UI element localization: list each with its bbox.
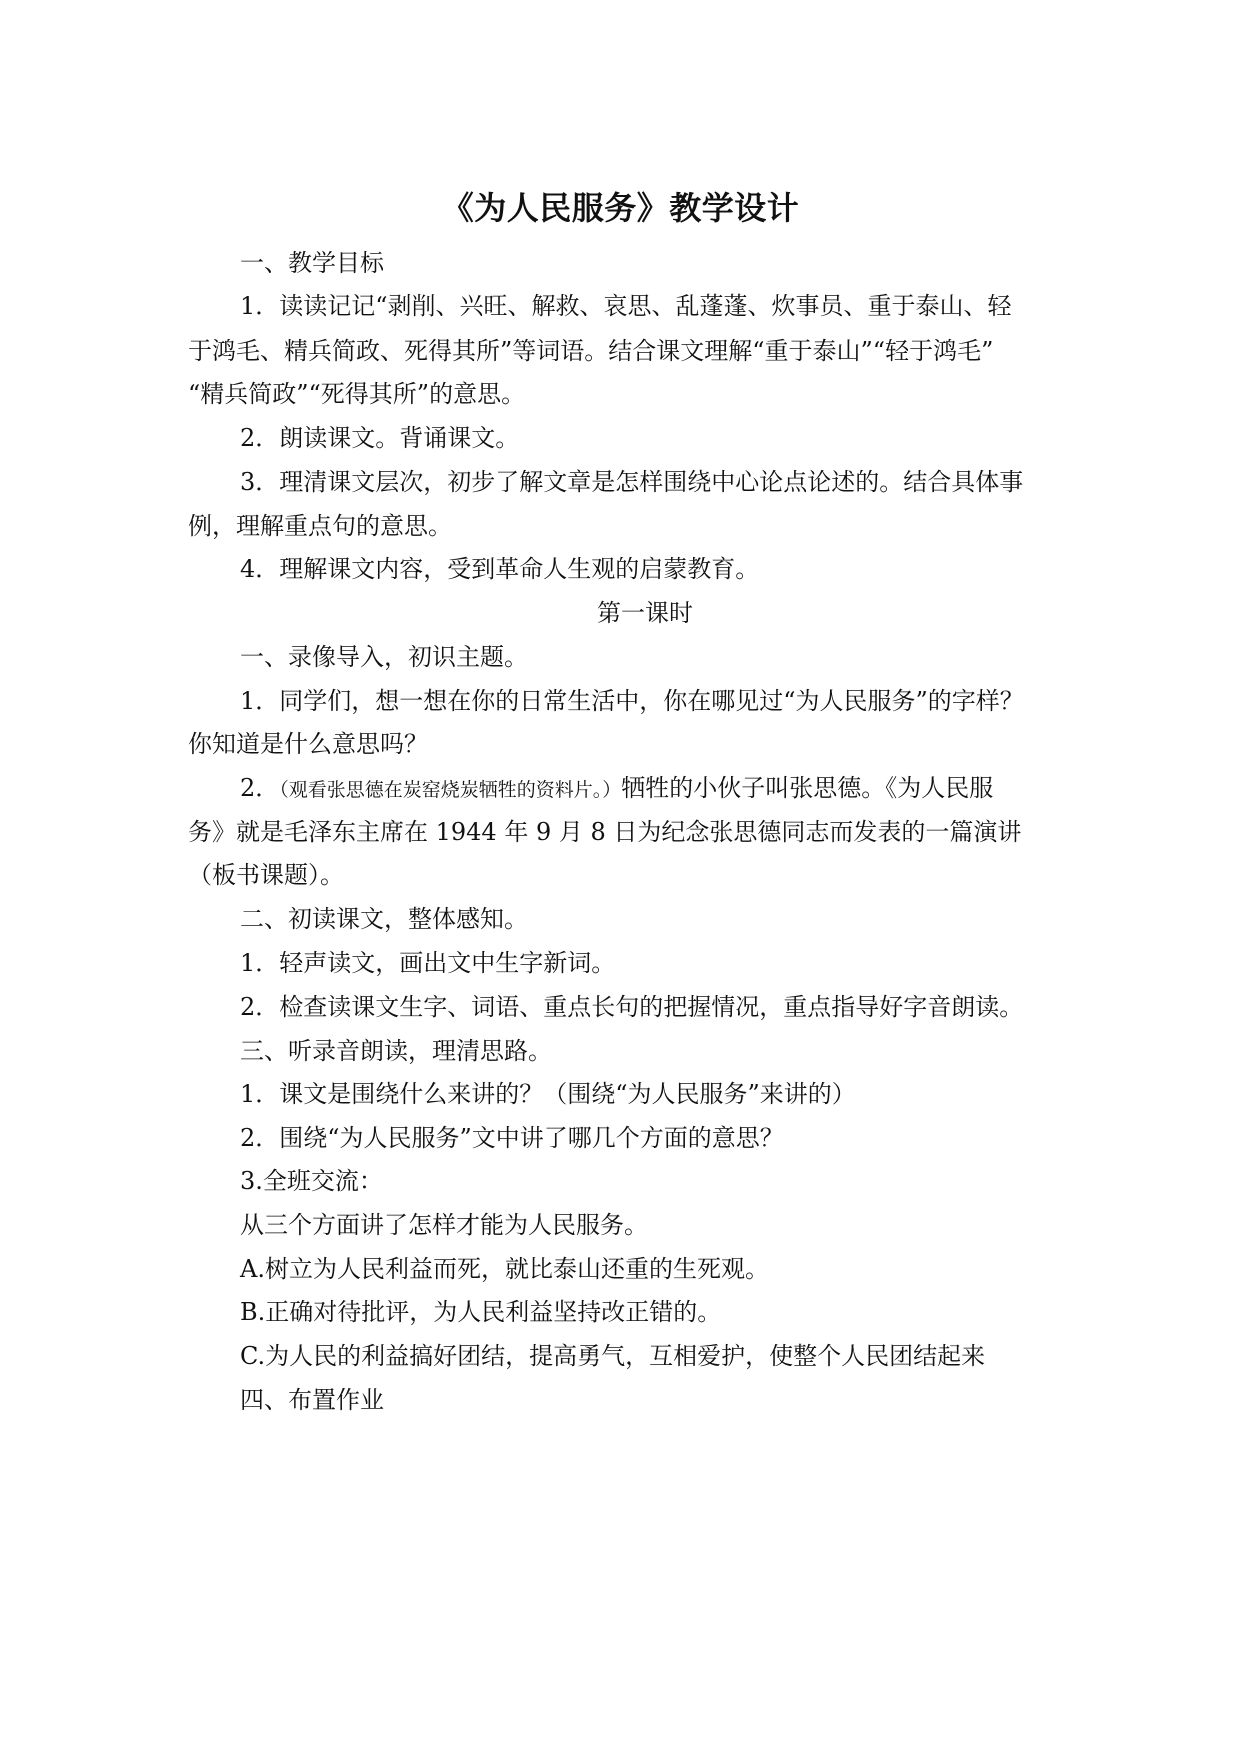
objectives-heading: 一、教学目标 — [240, 249, 384, 277]
section-3-heading: 三、听录音朗读，理清思路。 — [240, 1037, 552, 1065]
objective-3-line-2: 例，理解重点句的意思。 — [188, 512, 452, 540]
objective-4: 4．理解课文内容，受到革命人生观的启蒙教育。 — [240, 555, 760, 583]
objective-1-line-1: 1．读读记记“剥削、兴旺、解救、哀思、乱蓬蓬、炊事员、重于泰山、轻 — [240, 292, 1012, 320]
objective-2: 2．朗读课文。背诵课文。 — [240, 424, 520, 452]
section-2-item-1: 1．轻声读文，画出文中生字新词。 — [240, 949, 616, 977]
section-3-summary: 从三个方面讲了怎样才能为人民服务。 — [240, 1211, 648, 1239]
section-1-item-2-note: （观看张思德在炭窑烧炭牺牲的资料片。） — [279, 779, 622, 801]
section-2-heading: 二、初读课文，整体感知。 — [240, 905, 528, 933]
section-1-item-1-line-2: 你知道是什么意思吗？ — [188, 730, 428, 758]
page-title: 《为人民服务》教学设计 — [441, 189, 800, 227]
section-4-heading: 四、布置作业 — [240, 1386, 384, 1414]
section-1-heading: 一、录像导入，初识主题。 — [240, 643, 528, 671]
section-3-item-1: 1．课文是围绕什么来讲的？（围绕“为人民服务”来讲的） — [240, 1080, 856, 1108]
section-3-point-a: A.树立为人民利益而死，就比泰山还重的生死观。 — [240, 1255, 769, 1283]
section-2-item-2: 2．检查读课文生字、词语、重点长句的把握情况，重点指导好字音朗读。 — [240, 993, 1024, 1021]
section-1-item-2-line-1 — [240, 770, 993, 808]
section-3-item-3: 3.全班交流： — [240, 1167, 383, 1195]
objective-3-line-1: 3．理清课文层次，初步了解文章是怎样围绕中心论点论述的。结合具体事 — [240, 468, 1024, 496]
section-3-point-b: B.正确对待批评，为人民利益坚持改正错的。 — [240, 1298, 722, 1326]
section-3-item-2: 2．围绕“为人民服务”文中讲了哪几个方面的意思？ — [240, 1124, 784, 1152]
section-1-item-2-rest: 牺牲的小伙子叫张思德。《为人民服 — [621, 774, 994, 802]
lesson-heading: 第一课时 — [597, 599, 693, 627]
section-1-item-2-line-3: （板书课题）。 — [188, 861, 344, 889]
section-3-point-c: C.为人民的利益搞好团结，提高勇气，互相爱护，使整个人民团结起来 — [240, 1342, 986, 1370]
section-1-item-2-prefix: 2． — [240, 774, 280, 802]
section-1-item-2-line-2: 务》就是毛泽东主席在 1944 年 9 月 8 日为纪念张思德同志而发表的一篇演讲 — [188, 818, 1022, 846]
objective-1-line-3: “精兵简政”“死得其所”的意思。 — [188, 380, 526, 408]
section-1-item-1-line-1: 1．同学们，想一想在你的日常生活中，你在哪见过“为人民服务”的字样？ — [240, 687, 1024, 715]
objective-1-line-2: 于鸿毛、精兵简政、死得其所”等词语。结合课文理解“重于泰山”“轻于鸿毛” — [188, 337, 994, 365]
